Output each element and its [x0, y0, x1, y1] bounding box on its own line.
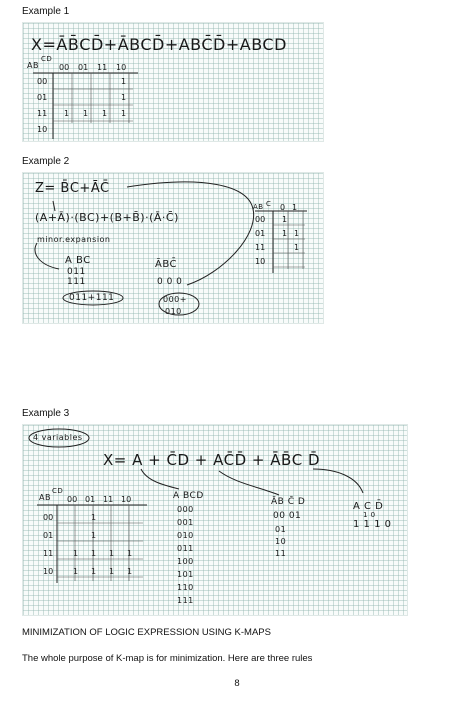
example-2-line-2: (A+Ā)·(BC)+(B+B̄)·(Ā·C̄) [35, 211, 179, 224]
example-1-col-header-11: 11 [97, 63, 108, 72]
example-3-acd-row-2: 1 1 1 0 [353, 519, 392, 530]
example-3-abcd-row: 111 [177, 596, 194, 605]
example-1-kmap-lines [23, 23, 323, 141]
example-1-corner-ab: AB [27, 61, 39, 70]
example-2-abc-bar-values: 0 0 0 [157, 277, 183, 287]
example-1-heading: Example 1 [22, 6, 70, 17]
example-1-mark: 1 [83, 109, 89, 118]
example-2-kmap-row-01: 01 [255, 229, 266, 238]
example-3-row-header-10: 10 [43, 567, 54, 576]
example-1-mark: 1 [102, 109, 108, 118]
example-3-mark: 1 [91, 531, 97, 540]
example-1-mark: 1 [121, 93, 127, 102]
example-3-abcd-row: 011 [177, 544, 194, 553]
example-1-mark: 1 [121, 109, 127, 118]
example-2-kmap-mark: 1 [294, 243, 300, 252]
example-2-abc-bar-header: ĀBC̄ [155, 259, 178, 270]
example-3-col-header-10: 10 [121, 495, 132, 504]
example-3-mark: 1 [127, 567, 133, 576]
example-3-annotation-strokes [23, 425, 407, 615]
example-2-circled-left: 011+111 [69, 293, 115, 303]
example-2-kmap-mark: 1 [282, 229, 288, 238]
example-3-abcd-row: 110 [177, 583, 194, 592]
example-3-col-header-01: 01 [85, 495, 96, 504]
example-1-row-header-01: 01 [37, 93, 48, 102]
example-1-row-header-00: 00 [37, 77, 48, 86]
section-title: MINIMIZATION OF LOGIC EXPRESSION USING K-MAPS [22, 627, 271, 638]
example-2-circled-right-2: 010 [165, 307, 182, 316]
example-2-kmap-row-11: 11 [255, 243, 266, 252]
example-3-ab-cd-top: 00 01 [273, 511, 302, 521]
example-1-mark: 1 [64, 109, 70, 118]
example-2-abc-values-1: 011 [67, 267, 86, 277]
example-2-heading: Example 2 [22, 156, 70, 167]
example-3-abcd-row: 010 [177, 531, 194, 540]
example-2-annotation-strokes [23, 173, 323, 323]
example-3-mark: 1 [127, 549, 133, 558]
example-3-ab-cd-row: 10 [275, 537, 287, 546]
example-1-mark: 1 [121, 77, 127, 86]
example-2-kmap-corner-col: C [266, 200, 272, 208]
example-2-handwritten-panel [22, 172, 324, 324]
example-3-ab-cd-row: 11 [275, 549, 287, 558]
example-3-abcd-row: 000 [177, 505, 194, 514]
example-1-corner-cd: CD [41, 55, 53, 63]
example-2-line-1: Z= B̄C+ĀC̄ [35, 181, 110, 196]
example-1-row-header-11: 11 [37, 109, 48, 118]
example-3-heading: Example 3 [22, 408, 70, 419]
example-3-mark: 1 [91, 549, 97, 558]
page-number: 8 [234, 678, 240, 689]
example-3-acd-header: A C D̄ [353, 501, 384, 512]
example-3-corner-cd: CD [52, 487, 64, 495]
example-3-abcd-row: 001 [177, 518, 194, 527]
example-3-abcd-header: A BCD [173, 491, 204, 501]
example-2-abc-values-2: 111 [67, 277, 86, 287]
example-3-mark: 1 [109, 549, 115, 558]
example-3-acd-row-1: 1 0 [363, 511, 376, 519]
example-3-corner-ab: AB [39, 493, 51, 502]
example-3-col-header-11: 11 [103, 495, 114, 504]
example-3-mark: 1 [91, 513, 97, 522]
example-3-expression: X= A + C̄D + AC̄D̄ + ĀB̄C D̄ [103, 451, 321, 469]
example-2-kmap-col-header-1: 1 [292, 203, 298, 212]
example-2-kmap-mark: 1 [294, 229, 300, 238]
example-2-kmap-corner: AB [253, 203, 264, 211]
example-2-kmap-mark: 1 [282, 215, 288, 224]
example-3-col-header-00: 00 [67, 495, 78, 504]
example-2-kmap-row-10: 10 [255, 257, 266, 266]
example-3-mark: 1 [109, 567, 115, 576]
example-3-ab-cd-header: ĀB C̄ D [271, 497, 306, 507]
example-1-col-header-00: 00 [59, 63, 70, 72]
example-3-mark: 1 [73, 549, 79, 558]
example-3-circled-label: 4 variables [33, 433, 83, 442]
example-3-abcd-row: 100 [177, 557, 194, 566]
example-3-abcd-row: 101 [177, 570, 194, 579]
example-2-abc-header: A BC [65, 255, 91, 266]
example-3-ab-cd-row: 01 [275, 525, 287, 534]
body-text: The whole purpose of K-map is for minimization. Here are three rules [22, 653, 313, 664]
example-3-mark: 1 [73, 567, 79, 576]
example-3-mark: 1 [91, 567, 97, 576]
example-1-col-header-01: 01 [78, 63, 89, 72]
example-2-line-3: minor.expansion [37, 235, 111, 244]
example-3-row-header-00: 00 [43, 513, 54, 522]
example-3-row-header-01: 01 [43, 531, 54, 540]
example-3-handwritten-panel [22, 424, 408, 616]
example-1-row-header-10: 10 [37, 125, 48, 134]
example-1-col-header-10: 10 [116, 63, 127, 72]
example-1-expression: X=ĀB̄CD̄+ĀBCD̄+ABC̄D̄+ABCD [31, 35, 287, 54]
example-2-kmap-col-header-0: 0 [280, 203, 286, 212]
example-2-kmap-row-00: 00 [255, 215, 266, 224]
example-3-row-header-11: 11 [43, 549, 54, 558]
example-1-handwritten-panel [22, 22, 324, 142]
example-2-circled-right-1: 000+ [163, 295, 187, 304]
